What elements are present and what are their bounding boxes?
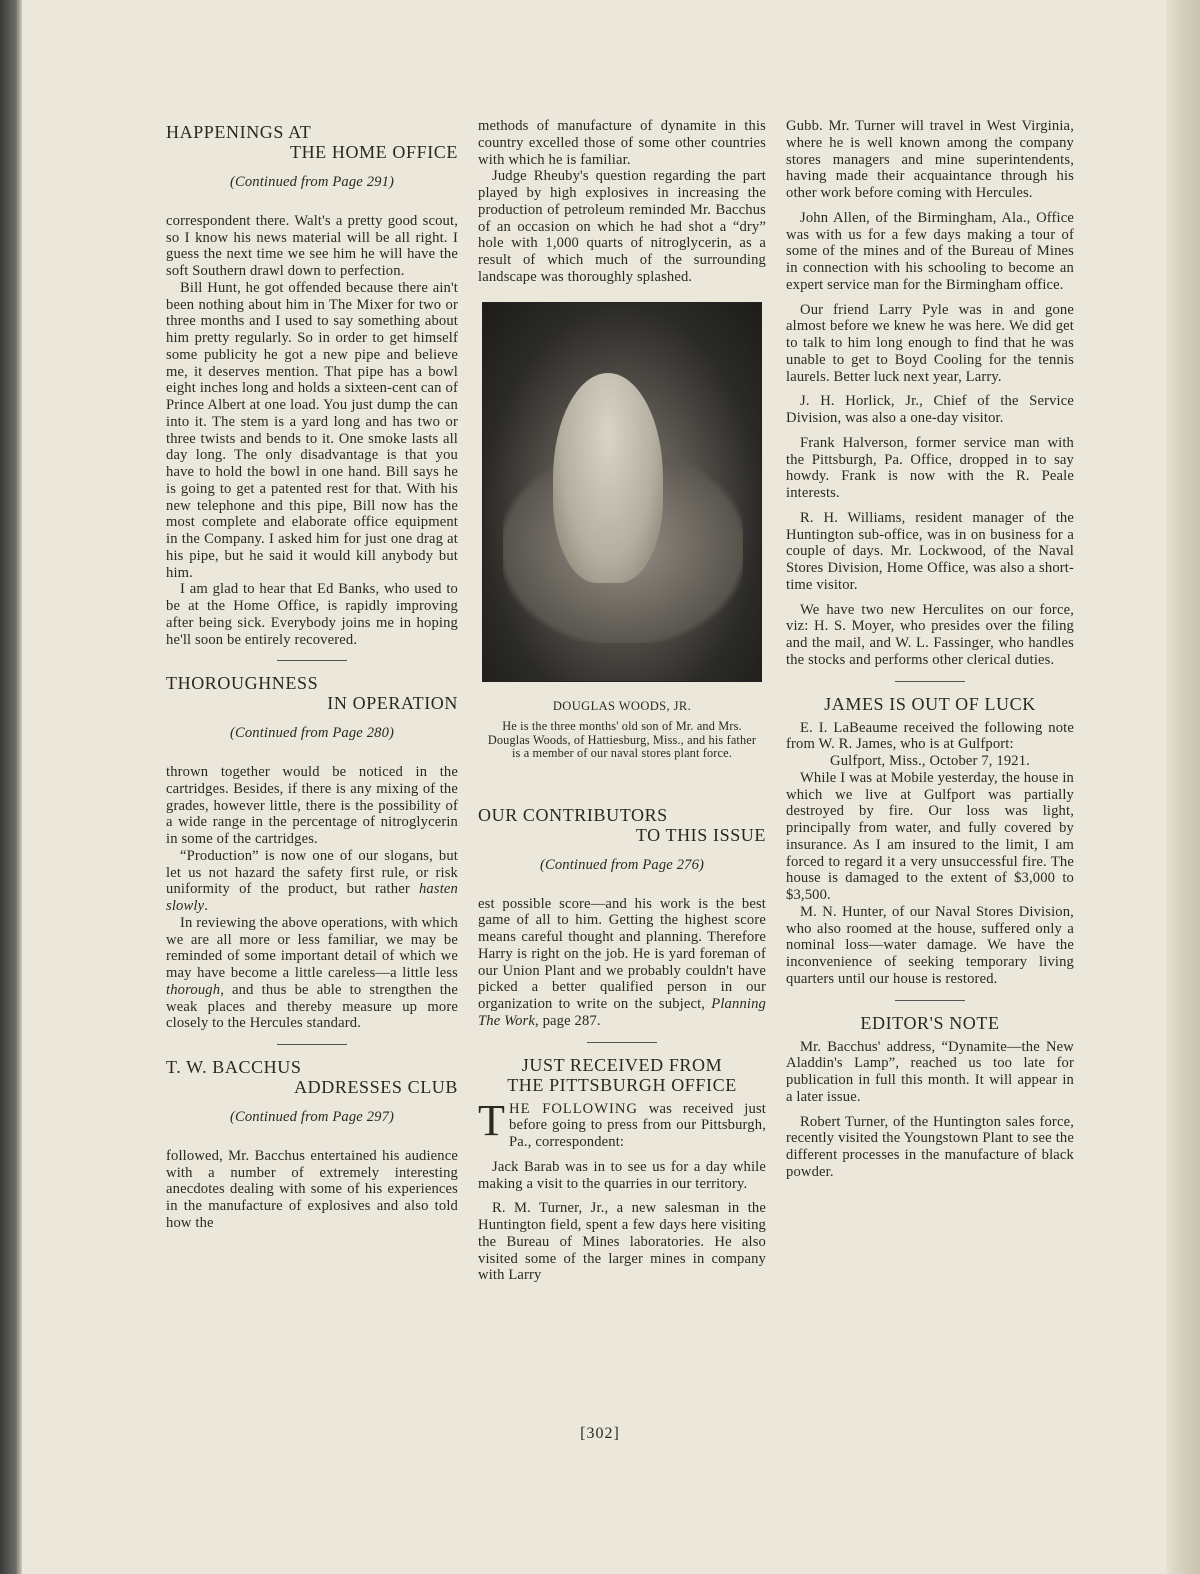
heading-line: HAPPENINGS AT <box>166 122 312 142</box>
letter-dateline: Gulfport, Miss., October 7, 1921. <box>830 753 1030 769</box>
text-run: I am glad to hear that Ed Banks, who used to be at the Home Office, is rapidly improving after being sick. Everybody joins me in hoping he'll soon be entirely recovered. <box>166 581 458 648</box>
section-heading <box>166 1057 458 1097</box>
text-run: , and thus be able to strengthen the weak places and thereby measure up more closely to the Hercules standard. <box>166 981 458 1032</box>
section-heading <box>786 1013 1074 1033</box>
text-run: was received just before going to press from our Pittsburgh, Pa., correspondent: <box>509 1100 766 1150</box>
section-divider <box>895 1000 965 1001</box>
text-run: thrown together would be noticed in the cartridges. Besides, if there is any mixing of the grades, however little, there is the possibility of a wide range in the percentage of nitroglycerin in some of the cartridges. <box>166 764 458 847</box>
text-run: Jack Barab was in to see us for a day while making a visit to the quarries in our territory. <box>478 1158 766 1192</box>
text-run: Robert Turner, of the Huntington sales force, recently visited the Youngstown Plant to see the different processes in the manufacture of black powder. <box>786 1113 1074 1180</box>
paragraph <box>166 1148 458 1232</box>
lead-in: HE FOLLOWING <box>509 1100 638 1117</box>
section-heading <box>166 122 458 162</box>
continued-from-note: (Continued from Page 280) <box>229 725 395 742</box>
photo-caption-title: DOUGLAS WOODS, JR. <box>552 698 692 713</box>
section-divider <box>277 660 347 661</box>
column-3 <box>786 118 1074 1181</box>
heading-line: T. W. BACCHUS <box>166 1057 302 1077</box>
text-run: . <box>204 898 209 914</box>
paragraph <box>478 896 766 1030</box>
text-run: correspondent there. Walt's a pretty good scout, so I know his news material will be all right. I guess the next time we see him he will have the soft Southern drawl down to perfection. <box>166 212 458 279</box>
paragraph <box>786 904 1074 988</box>
text-run: R. H. Williams, resident manager of the Huntington sub-office, was in on business for a couple of days. Mr. Lockwood, of the Naval Stores Division, Home Office, was also a short-time visitor. <box>786 509 1074 593</box>
paragraph <box>166 915 458 1032</box>
section-divider <box>895 681 965 682</box>
section-heading <box>478 805 766 845</box>
heading-line: IN OPERATION <box>327 693 458 714</box>
paragraph <box>786 1039 1074 1106</box>
paragraph <box>786 510 1074 594</box>
paragraph <box>786 435 1074 502</box>
paragraph <box>478 118 766 168</box>
section-divider <box>277 1044 347 1045</box>
paragraph <box>786 210 1074 294</box>
baby-photograph <box>482 302 762 682</box>
text-run: M. N. Hunter, of our Naval Stores Division, who also roomed at the house, suffered only a nominal loss—water damage. We have the inconvenience of seeking temporary living quarters until our house is restored. <box>786 903 1074 987</box>
heading-line: TO THIS ISSUE <box>635 824 766 845</box>
text-run: J. H. Horlick, Jr., Chief of the Service Division, was also a one-day visitor. <box>786 393 1074 426</box>
heading-line: EDITOR'S NOTE <box>860 1012 1000 1033</box>
text-run: R. M. Turner, Jr., a new salesman in the Huntington field, spent a few days here visiting the Bureau of Mines laboratories. He also visited some of the larger mines in company with Larry <box>478 1200 766 1284</box>
text-run: John Allen, of the Birmingham, Ala., Office was with us for a few days making a tour of some of the mines and of the Bureau of Mines in connection with his schooling to become an expert service man for the Birmingham office. <box>786 209 1074 293</box>
paragraph <box>786 602 1074 669</box>
paragraph <box>478 1159 766 1193</box>
paragraph <box>166 764 458 848</box>
continued-from-note: (Continued from Page 291) <box>229 174 395 190</box>
paragraph <box>786 302 1074 386</box>
continued-from-note: (Continued from Page 276) <box>539 856 705 873</box>
paragraph <box>478 168 766 285</box>
paragraph <box>166 213 458 280</box>
section-divider <box>587 1042 657 1043</box>
heading-line: OUR CONTRIBUTORS <box>478 804 668 825</box>
section-heading <box>786 694 1074 714</box>
italic-text: thorough <box>166 981 221 998</box>
page-number: [302] <box>580 1425 620 1442</box>
text-run: followed, Mr. Bacchus entertained his audience with a number of extremely interesting anecdotes dealing with some of his experiences in the manufacture of explosives and also told how the <box>166 1147 458 1231</box>
column-1 <box>166 118 458 1232</box>
paragraph <box>166 280 458 582</box>
heading-line: THE PITTSBURGH OFFICE <box>507 1074 737 1095</box>
baby-image <box>553 373 663 583</box>
text-run: In reviewing the above operations, with which we are all more or less familiar, we may be reminded of some important detail of which we may have become a little careless—a little less <box>166 914 458 981</box>
text-run: est possible score—and his work is the best game of all to him. Getting the highest score means careful thought and planning. Therefore Harry is right on the job. He is yard foreman of our Union Plant and we probably couldn't have picked a better qualified person in our organization to write on the subject, <box>478 895 766 1012</box>
text-run: E. I. LaBeaume received the following note from W. R. James, who is at Gulfport: <box>786 719 1074 753</box>
column-2 <box>478 118 766 1284</box>
section-heading <box>166 673 458 713</box>
continued-from-note: (Continued from Page 297) <box>229 1109 395 1125</box>
spacer <box>478 761 766 801</box>
text-run: Frank Halverson, former service man with the Pittsburgh, Pa. Office, dropped in to say howdy. Frank is now with the R. Peale interests. <box>786 434 1074 501</box>
paragraph <box>786 720 1074 754</box>
paragraph <box>478 1200 766 1284</box>
text-run: Mr. Bacchus' address, “Dynamite—the New Aladdin's Lamp”, reached us too late for publication in full this month. It will appear in a later issue. <box>786 1038 1074 1105</box>
drop-cap: T <box>478 1095 506 1145</box>
text-run: Bill Hunt, he got offended because there ain't been nothing about him in The Mixer for two or three months and I used to say something about him pretty regularly. So in order to get himself some publicity he got a new pipe and believe me, it deserves mention. That pipe has a bowl eight inches long and holds a sixteen-cent can of Prince Albert at one load. You just dump the can into it. The stem is a yard long and has two or three twists and bends to it. One smoke lasts all day long. The only disadvantage is that you have to hold the bowl in one hand. Bill says he is going to get a patented rest for that. With his new telephone and this pipe, Bill now has the most complete and elaborate office equipment in the Company. I asked him for just one drag at his pipe, but he said it would kill anybody but him. <box>166 279 458 581</box>
section-heading <box>478 1055 766 1095</box>
paragraph <box>786 393 1074 427</box>
text-run: methods of manufacture of dynamite in this country excelled those of some other countries with which he is familiar. <box>478 118 766 168</box>
page-edge <box>1166 0 1200 1574</box>
photo-caption: He is the three months' old son of Mr. and Mrs. Douglas Woods, of Hattiesburg, Miss., and his father is a member of our naval stores plant force. <box>487 719 757 761</box>
paragraph <box>786 118 1074 202</box>
heading-line: ADDRESSES CLUB <box>294 1077 458 1097</box>
text-run: While I was at Mobile yesterday, the house in which we live at Gulfport was partially destroyed by fire. Our loss was light, principally from water, and fully covered by insurance. As I am insured to the limit, I am forced to regard it a very unsuccessful fire. The house is damaged to the extent of $3,000 to $3,500. <box>786 769 1074 903</box>
heading-line: JAMES IS OUT OF LUCK <box>824 693 1036 714</box>
heading-line: THE HOME OFFICE <box>289 142 458 162</box>
binding-edge <box>0 0 22 1574</box>
italic-text: hasten slowly <box>166 881 458 914</box>
paragraph <box>166 581 458 648</box>
text-run: Judge Rheuby's question regarding the part played by high explosives in increasing the production of petroleum reminded Mr. Bacchus of an occasion on which he had shot a “dry” hole with 1,000 quarts of nitroglycerin, as a result of which much of the surrounding landscape was thoroughly splashed. <box>478 168 766 285</box>
paragraph-dropcap <box>478 1095 766 1151</box>
text-run: Our friend Larry Pyle was in and gone almost before we knew he was here. We did get to talk to him long enough to find that he was unable to get to Boyd Cooling for the tennis laurels. Better luck next year, Larry. <box>786 301 1074 385</box>
text-run: Gubb. Mr. Turner will travel in West Virginia, where he is well known among the company stores managers and mine superintendents, having made their acquaintance through his other work before coming with Hercules. <box>786 118 1074 201</box>
text-run: “Production” is now one of our slogans, but let us not hazard the safety first rule, or risk uniformity of the product, but rather <box>166 847 458 898</box>
paragraph <box>786 1114 1074 1181</box>
paragraph <box>786 770 1074 904</box>
italic-text: Planning The Work <box>478 996 766 1029</box>
heading-line: JUST RECEIVED FROM <box>521 1054 723 1075</box>
text-run: We have two new Herculites on our force, viz: H. S. Moyer, who presides over the filing and the mail, and W. L. Fassinger, who handles the stocks and performs other clerical duties. <box>786 601 1074 668</box>
paragraph <box>166 848 458 915</box>
text-run: , page 287. <box>535 1012 601 1029</box>
heading-line: THOROUGHNESS <box>166 673 319 694</box>
